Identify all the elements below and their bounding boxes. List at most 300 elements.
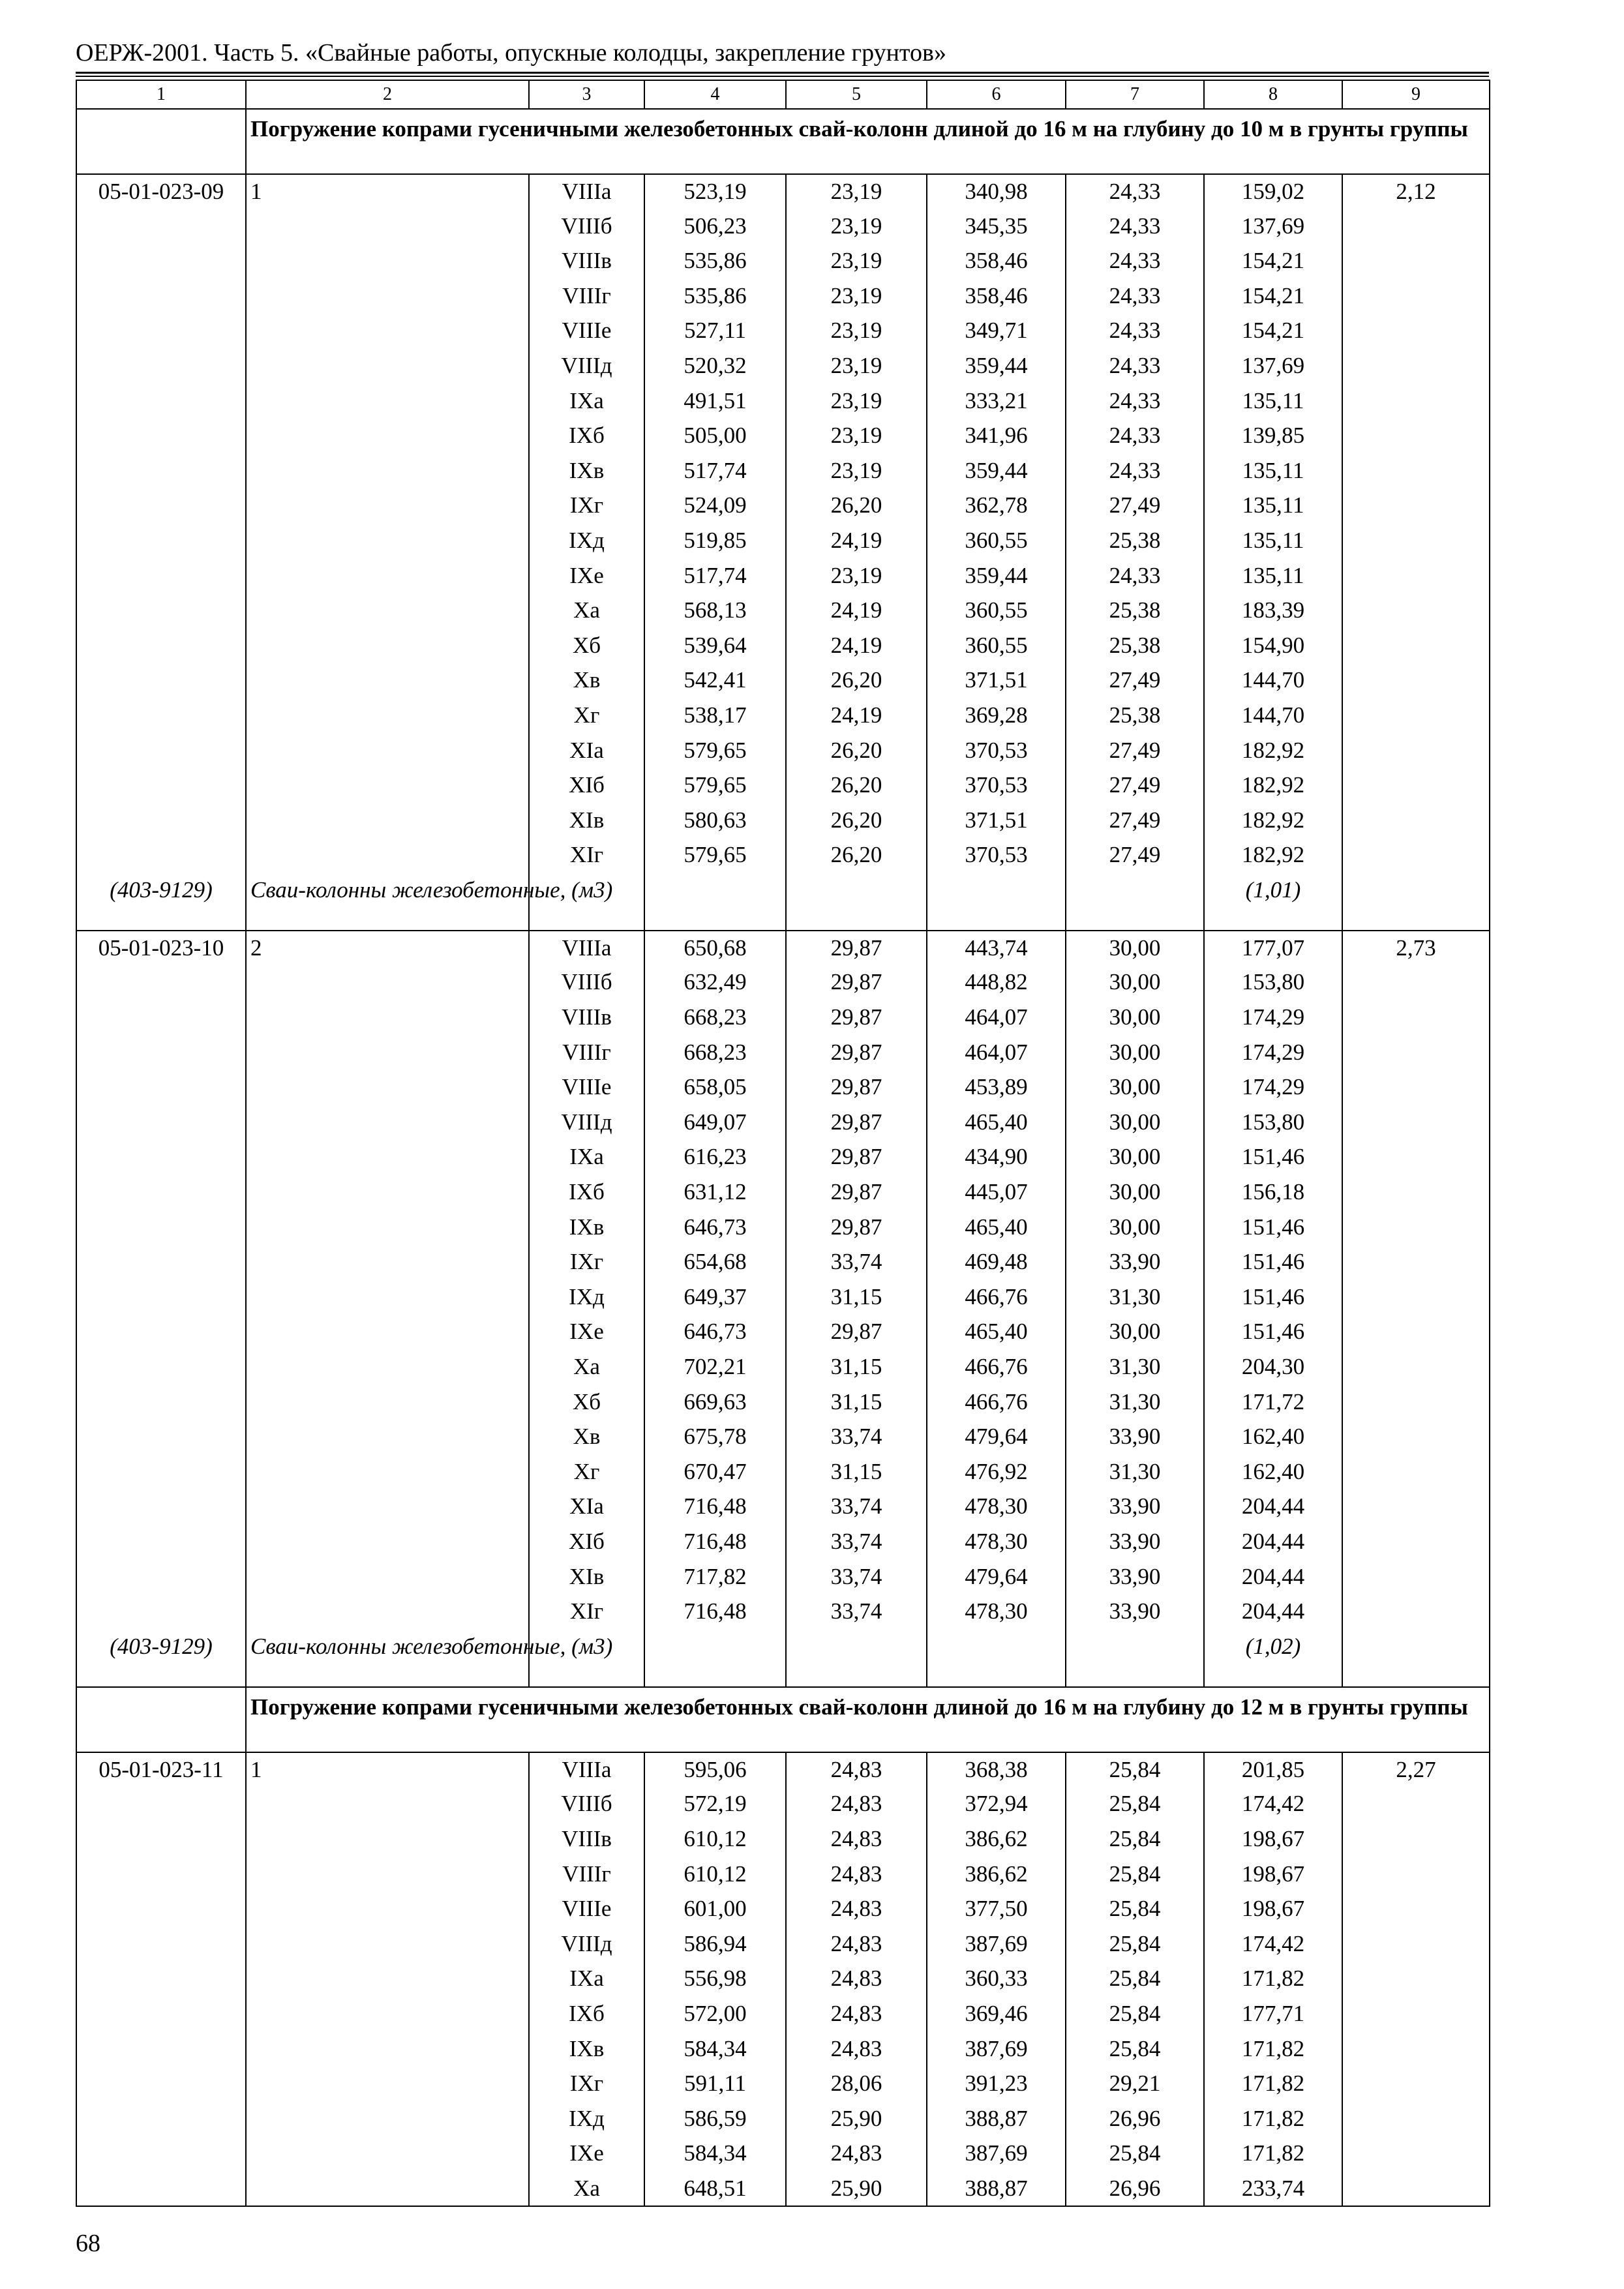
coefficient-cell: 2,12	[1342, 174, 1490, 209]
value-cell: Xa	[529, 593, 644, 629]
item-number-cell: 2	[246, 931, 529, 966]
value-cell: 595,06	[644, 1752, 786, 1788]
coefficient-cell	[1342, 768, 1490, 803]
coefficient-cell	[1342, 384, 1490, 419]
value-cell: 151,46	[1204, 1280, 1342, 1315]
value-cell: 30,00	[1066, 1036, 1204, 1071]
value-cell: 654,68	[644, 1245, 786, 1280]
value-cell: IXв	[529, 1210, 644, 1246]
value-cell: 388,87	[927, 2102, 1066, 2137]
value-cell: 177,71	[1204, 1997, 1342, 2032]
value-cell: 29,87	[786, 931, 927, 966]
value-cell: 601,00	[644, 1892, 786, 1927]
coefficient-cell	[1342, 419, 1490, 454]
value-cell: 23,19	[786, 454, 927, 489]
value-cell: 30,00	[1066, 1140, 1204, 1175]
value-cell: 469,48	[927, 1245, 1066, 1280]
value-cell: 478,30	[927, 1525, 1066, 1560]
resource-quantity-cell: (1,01)	[1204, 873, 1342, 931]
value-cell: VIIIб	[529, 965, 644, 1000]
item-number-cell	[246, 1280, 529, 1315]
empty-cell	[1342, 1630, 1490, 1687]
value-cell: 23,19	[786, 244, 927, 279]
value-cell: 144,70	[1204, 663, 1342, 698]
value-cell: 24,19	[786, 524, 927, 559]
value-cell: 144,70	[1204, 698, 1342, 734]
table-row	[76, 931, 1490, 966]
value-cell: 702,21	[644, 1350, 786, 1385]
value-cell: 556,98	[644, 1962, 786, 1997]
value-cell: 23,19	[786, 279, 927, 314]
value-cell: 182,92	[1204, 768, 1342, 803]
section-header-row	[76, 109, 1490, 174]
value-cell: 182,92	[1204, 734, 1342, 769]
value-cell: 139,85	[1204, 419, 1342, 454]
value-cell: 717,82	[644, 1560, 786, 1595]
value-cell: VIIIд	[529, 349, 644, 384]
table-row	[76, 1385, 1490, 1420]
value-cell: 154,21	[1204, 314, 1342, 349]
value-cell: 24,83	[786, 1752, 927, 1788]
empty-cell	[786, 873, 927, 931]
table-row	[76, 1857, 1490, 1893]
coefficient-cell	[1342, 488, 1490, 524]
table-row	[76, 1105, 1490, 1141]
value-cell: VIIIв	[529, 1822, 644, 1857]
value-cell: 535,86	[644, 279, 786, 314]
value-cell: 24,33	[1066, 209, 1204, 245]
value-cell: 616,23	[644, 1140, 786, 1175]
page-number: 68	[76, 2230, 100, 2257]
value-cell: VIIIa	[529, 174, 644, 209]
coefficient-cell	[1342, 1175, 1490, 1210]
value-cell: VIIIб	[529, 1787, 644, 1822]
value-cell: 171,82	[1204, 1962, 1342, 1997]
value-cell: XIг	[529, 838, 644, 873]
value-cell: 26,20	[786, 803, 927, 839]
table-row	[76, 384, 1490, 419]
table-row	[76, 314, 1490, 349]
value-cell: 33,74	[786, 1420, 927, 1455]
rate-code-cell	[76, 2136, 246, 2172]
column-number-cell: 8	[1204, 80, 1342, 109]
value-cell: 30,00	[1066, 1315, 1204, 1350]
value-cell: 579,65	[644, 768, 786, 803]
value-cell: 434,90	[927, 1140, 1066, 1175]
table-row	[76, 1752, 1490, 1788]
coefficient-cell	[1342, 1036, 1490, 1071]
value-cell: 33,74	[786, 1245, 927, 1280]
value-cell: Xa	[529, 1350, 644, 1385]
table-row	[76, 1315, 1490, 1350]
value-cell: 171,72	[1204, 1385, 1342, 1420]
item-number-cell	[246, 965, 529, 1000]
value-cell: 174,42	[1204, 1787, 1342, 1822]
table-row	[76, 2136, 1490, 2172]
value-cell: 153,80	[1204, 1105, 1342, 1141]
value-cell: 31,30	[1066, 1455, 1204, 1490]
coefficient-cell	[1342, 2032, 1490, 2067]
value-cell: 25,38	[1066, 698, 1204, 734]
value-cell: 30,00	[1066, 965, 1204, 1000]
coefficient-cell	[1342, 1070, 1490, 1105]
rate-code-cell	[76, 1997, 246, 2032]
item-number-cell	[246, 803, 529, 839]
value-cell: 24,33	[1066, 279, 1204, 314]
rate-code-cell	[76, 1822, 246, 1857]
value-cell: 27,49	[1066, 663, 1204, 698]
resource-note-row	[76, 1630, 1490, 1687]
value-cell: 156,18	[1204, 1175, 1342, 1210]
item-number-cell	[246, 1560, 529, 1595]
value-cell: IXв	[529, 2032, 644, 2067]
table-row	[76, 349, 1490, 384]
rate-code-cell	[76, 1857, 246, 1893]
value-cell: 151,46	[1204, 1210, 1342, 1246]
value-cell: 24,33	[1066, 384, 1204, 419]
rate-code-cell	[76, 1385, 246, 1420]
value-cell: 453,89	[927, 1070, 1066, 1105]
value-cell: 517,74	[644, 559, 786, 594]
value-cell: 632,49	[644, 965, 786, 1000]
value-cell: 506,23	[644, 209, 786, 245]
item-number-cell	[246, 2067, 529, 2102]
value-cell: 198,67	[1204, 1857, 1342, 1893]
rate-code-cell	[76, 1962, 246, 1997]
rate-code-cell	[76, 1489, 246, 1525]
value-cell: IXe	[529, 1315, 644, 1350]
column-number-cell: 3	[529, 80, 644, 109]
coefficient-cell	[1342, 2136, 1490, 2172]
rate-code-cell	[76, 1350, 246, 1385]
value-cell: 368,38	[927, 1752, 1066, 1788]
coefficient-cell	[1342, 734, 1490, 769]
value-cell: 33,90	[1066, 1489, 1204, 1525]
value-cell: 135,11	[1204, 384, 1342, 419]
value-cell: 25,84	[1066, 1857, 1204, 1893]
value-cell: 25,84	[1066, 1962, 1204, 1997]
value-cell: 24,33	[1066, 244, 1204, 279]
value-cell: 151,46	[1204, 1315, 1342, 1350]
column-number-row	[76, 80, 1490, 109]
table-row	[76, 1280, 1490, 1315]
value-cell: 465,40	[927, 1210, 1066, 1246]
rate-code-cell	[76, 838, 246, 873]
value-cell: 466,76	[927, 1280, 1066, 1315]
value-cell: 648,51	[644, 2172, 786, 2207]
value-cell: 33,90	[1066, 1560, 1204, 1595]
rate-code-cell	[76, 524, 246, 559]
value-cell: XIг	[529, 1594, 644, 1630]
resource-code-cell: (403-9129)	[76, 873, 246, 931]
value-cell: 24,83	[786, 1857, 927, 1893]
table-row	[76, 1070, 1490, 1105]
rate-code-cell	[76, 768, 246, 803]
value-cell: VIIIг	[529, 1036, 644, 1071]
table-row	[76, 488, 1490, 524]
empty-cell	[927, 1630, 1066, 1687]
table-row	[76, 419, 1490, 454]
value-cell: 204,44	[1204, 1560, 1342, 1595]
value-cell: VIIIд	[529, 1105, 644, 1141]
value-cell: IXд	[529, 1280, 644, 1315]
empty-cell	[644, 873, 786, 931]
coefficient-cell	[1342, 1927, 1490, 1962]
item-number-cell	[246, 1210, 529, 1246]
value-cell: 25,84	[1066, 2136, 1204, 2172]
value-cell: VIIIе	[529, 314, 644, 349]
value-cell: 29,21	[1066, 2067, 1204, 2102]
table-row	[76, 244, 1490, 279]
value-cell: 535,86	[644, 244, 786, 279]
value-cell: 478,30	[927, 1594, 1066, 1630]
value-cell: 631,12	[644, 1175, 786, 1210]
value-cell: 524,09	[644, 488, 786, 524]
value-cell: 30,00	[1066, 1070, 1204, 1105]
coefficient-cell	[1342, 1560, 1490, 1595]
rate-code-cell	[76, 2172, 246, 2207]
item-number-cell	[246, 1857, 529, 1893]
value-cell: 204,44	[1204, 1489, 1342, 1525]
table-row	[76, 1245, 1490, 1280]
value-cell: 135,11	[1204, 559, 1342, 594]
item-number-cell	[246, 419, 529, 454]
value-cell: 610,12	[644, 1857, 786, 1893]
coefficient-cell	[1342, 593, 1490, 629]
rate-code-cell	[76, 1560, 246, 1595]
value-cell: 33,90	[1066, 1594, 1204, 1630]
value-cell: IXa	[529, 1962, 644, 1997]
value-cell: 542,41	[644, 663, 786, 698]
value-cell: 29,87	[786, 1036, 927, 1071]
value-cell: 649,37	[644, 1280, 786, 1315]
value-cell: 579,65	[644, 734, 786, 769]
value-cell: 198,67	[1204, 1892, 1342, 1927]
rate-code-cell	[76, 2102, 246, 2137]
table-row	[76, 1962, 1490, 1997]
value-cell: 362,78	[927, 488, 1066, 524]
value-cell: 360,55	[927, 593, 1066, 629]
value-cell: 479,64	[927, 1420, 1066, 1455]
table-row	[76, 1927, 1490, 1962]
empty-cell	[927, 873, 1066, 931]
value-cell: 198,67	[1204, 1822, 1342, 1857]
item-number-cell	[246, 524, 529, 559]
value-cell: 137,69	[1204, 209, 1342, 245]
value-cell: 24,33	[1066, 559, 1204, 594]
value-cell: 360,55	[927, 629, 1066, 664]
value-cell: 25,84	[1066, 1892, 1204, 1927]
coefficient-cell: 2,73	[1342, 931, 1490, 966]
value-cell: 29,87	[786, 1175, 927, 1210]
value-cell: 716,48	[644, 1594, 786, 1630]
rate-code-cell	[76, 1787, 246, 1822]
value-cell: VIIIе	[529, 1070, 644, 1105]
value-cell: Xв	[529, 663, 644, 698]
rate-code-cell	[76, 1105, 246, 1141]
rate-code-cell	[76, 1245, 246, 1280]
rate-code-cell	[76, 1315, 246, 1350]
value-cell: 25,84	[1066, 1927, 1204, 1962]
value-cell: 25,84	[1066, 1997, 1204, 2032]
value-cell: 27,49	[1066, 838, 1204, 873]
item-number-cell	[246, 1000, 529, 1036]
value-cell: IXa	[529, 384, 644, 419]
coefficient-cell	[1342, 2172, 1490, 2207]
value-cell: 23,19	[786, 174, 927, 209]
value-cell: VIIIa	[529, 931, 644, 966]
value-cell: 572,19	[644, 1787, 786, 1822]
rate-code-cell	[76, 2032, 246, 2067]
value-cell: 649,07	[644, 1105, 786, 1141]
column-number-cell: 4	[644, 80, 786, 109]
rates-table	[76, 80, 1490, 2207]
coefficient-cell	[1342, 1892, 1490, 1927]
value-cell: 341,96	[927, 419, 1066, 454]
item-number-cell	[246, 1105, 529, 1141]
value-cell: 201,85	[1204, 1752, 1342, 1788]
table-row	[76, 1560, 1490, 1595]
value-cell: 204,30	[1204, 1350, 1342, 1385]
value-cell: IXг	[529, 488, 644, 524]
value-cell: 24,33	[1066, 349, 1204, 384]
item-number-cell	[246, 663, 529, 698]
coefficient-cell	[1342, 2102, 1490, 2137]
table-row	[76, 1140, 1490, 1175]
value-cell: 349,71	[927, 314, 1066, 349]
value-cell: 372,94	[927, 1787, 1066, 1822]
value-cell: 24,83	[786, 1892, 927, 1927]
value-cell: 669,63	[644, 1385, 786, 1420]
value-cell: IXe	[529, 2136, 644, 2172]
value-cell: 29,87	[786, 1210, 927, 1246]
value-cell: 586,94	[644, 1927, 786, 1962]
value-cell: 386,62	[927, 1822, 1066, 1857]
value-cell: 387,69	[927, 2032, 1066, 2067]
value-cell: 23,19	[786, 209, 927, 245]
item-number-cell	[246, 1927, 529, 1962]
coefficient-cell	[1342, 838, 1490, 873]
value-cell: IXд	[529, 2102, 644, 2137]
rate-code-cell	[76, 314, 246, 349]
value-cell: 30,00	[1066, 1175, 1204, 1210]
coefficient-cell	[1342, 1822, 1490, 1857]
value-cell: 204,44	[1204, 1594, 1342, 1630]
value-cell: 345,35	[927, 209, 1066, 245]
value-cell: 33,90	[1066, 1420, 1204, 1455]
value-cell: 33,90	[1066, 1525, 1204, 1560]
item-number-cell	[246, 454, 529, 489]
coefficient-cell	[1342, 559, 1490, 594]
column-number-cell: 6	[927, 80, 1066, 109]
value-cell: 33,74	[786, 1594, 927, 1630]
value-cell: 370,53	[927, 768, 1066, 803]
value-cell: XIб	[529, 768, 644, 803]
value-cell: 675,78	[644, 1420, 786, 1455]
value-cell: 584,34	[644, 2032, 786, 2067]
rate-code-cell	[76, 803, 246, 839]
item-number-cell	[246, 1245, 529, 1280]
value-cell: IXб	[529, 1175, 644, 1210]
table-row	[76, 1787, 1490, 1822]
value-cell: IXг	[529, 2067, 644, 2102]
coefficient-cell	[1342, 1245, 1490, 1280]
value-cell: 182,92	[1204, 838, 1342, 873]
value-cell: 476,92	[927, 1455, 1066, 1490]
value-cell: 369,46	[927, 1997, 1066, 2032]
value-cell: 377,50	[927, 1892, 1066, 1927]
empty-cell	[1066, 1630, 1204, 1687]
value-cell: 26,20	[786, 768, 927, 803]
table-row	[76, 1175, 1490, 1210]
value-cell: 154,21	[1204, 279, 1342, 314]
table-row	[76, 629, 1490, 664]
value-cell: 137,69	[1204, 349, 1342, 384]
rate-code-cell: 05-01-023-09	[76, 174, 246, 209]
value-cell: 568,13	[644, 593, 786, 629]
item-number-cell	[246, 2136, 529, 2172]
item-number-cell	[246, 629, 529, 664]
value-cell: 29,87	[786, 965, 927, 1000]
value-cell: 24,33	[1066, 454, 1204, 489]
item-number-cell	[246, 384, 529, 419]
value-cell: 27,49	[1066, 768, 1204, 803]
coefficient-cell	[1342, 1280, 1490, 1315]
coefficient-cell	[1342, 1315, 1490, 1350]
value-cell: 538,17	[644, 698, 786, 734]
value-cell: 154,90	[1204, 629, 1342, 664]
value-cell: 466,76	[927, 1350, 1066, 1385]
item-number-cell	[246, 1787, 529, 1822]
table-row	[76, 279, 1490, 314]
value-cell: 668,23	[644, 1000, 786, 1036]
value-cell: 26,96	[1066, 2102, 1204, 2137]
value-cell: XIв	[529, 1560, 644, 1595]
item-number-cell	[246, 1350, 529, 1385]
table-row	[76, 803, 1490, 839]
rate-code-cell	[76, 559, 246, 594]
value-cell: 31,15	[786, 1455, 927, 1490]
table-row	[76, 838, 1490, 873]
value-cell: 25,38	[1066, 524, 1204, 559]
value-cell: XIa	[529, 734, 644, 769]
value-cell: 360,33	[927, 1962, 1066, 1997]
header-rule	[76, 72, 1489, 74]
value-cell: 23,19	[786, 349, 927, 384]
value-cell: 154,21	[1204, 244, 1342, 279]
value-cell: Xб	[529, 1385, 644, 1420]
section-header-row	[76, 1687, 1490, 1752]
value-cell: 33,74	[786, 1489, 927, 1525]
value-cell: 391,23	[927, 2067, 1066, 2102]
value-cell: 646,73	[644, 1210, 786, 1246]
value-cell: 646,73	[644, 1315, 786, 1350]
value-cell: 24,83	[786, 2032, 927, 2067]
resource-code-cell: (403-9129)	[76, 1630, 246, 1687]
value-cell: 25,84	[1066, 2032, 1204, 2067]
value-cell: 183,39	[1204, 593, 1342, 629]
item-number-cell	[246, 1962, 529, 1997]
column-number-cell: 9	[1342, 80, 1490, 109]
value-cell: 465,40	[927, 1315, 1066, 1350]
value-cell: 25,84	[1066, 1787, 1204, 1822]
coefficient-cell	[1342, 209, 1490, 245]
value-cell: VIIIг	[529, 279, 644, 314]
section-title: Погружение копрами гусеничными железобетонных свай-колонн длиной до 16 м на глубину до 12 м в грунты группы	[246, 1687, 1490, 1752]
item-number-cell	[246, 349, 529, 384]
empty-cell	[1066, 873, 1204, 931]
value-cell: 29,87	[786, 1070, 927, 1105]
